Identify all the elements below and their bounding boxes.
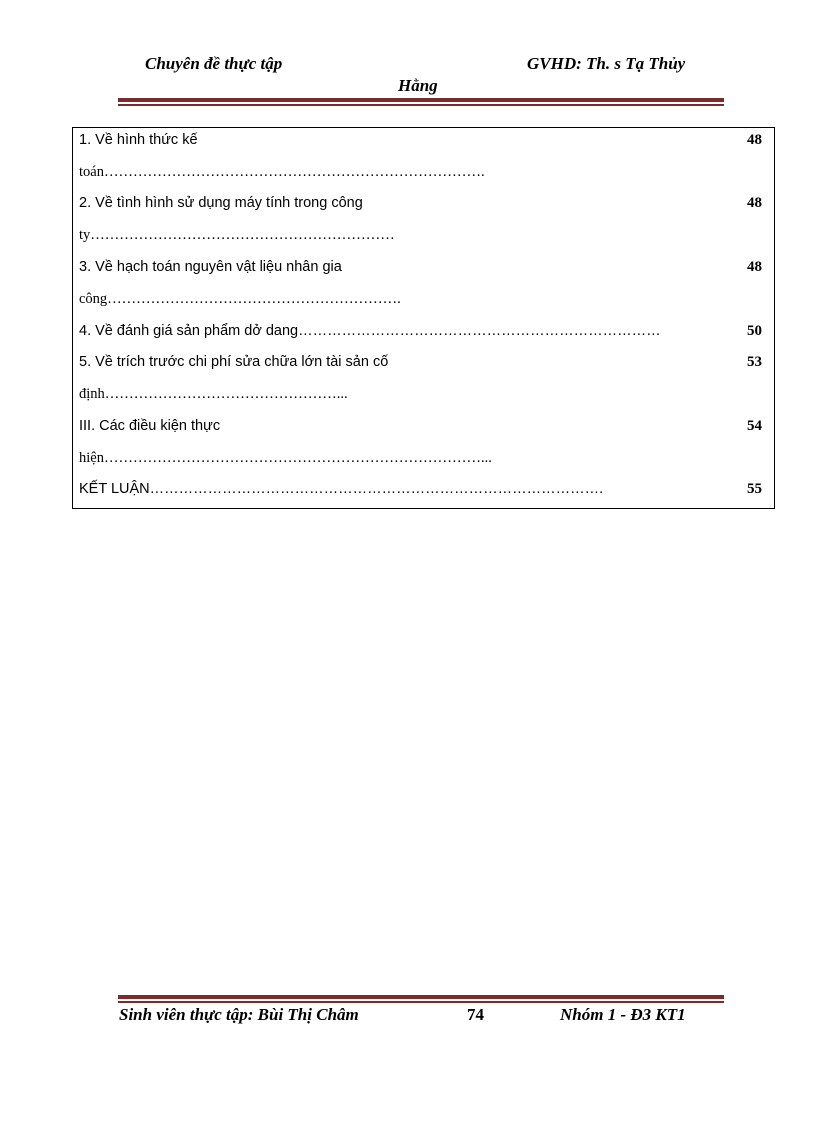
toc-page-3: 48 <box>747 259 762 275</box>
toc-entry-5: 5. Về trích trước chi phí sửa chữa lớn tài sản cố <box>79 354 389 370</box>
header-advisor: GVHD: Th. s Tạ Thủy <box>527 54 686 73</box>
toc-entry-3-cont: công……………………………………………………. <box>79 291 401 307</box>
toc-page-7: 55 <box>747 481 762 497</box>
toc-entry-1: 1. Về hình thức kế <box>79 132 198 148</box>
footer-rule <box>118 995 724 1003</box>
toc-page-4: 50 <box>747 323 762 339</box>
toc-entry-5-cont: định…………………………………………... <box>79 386 348 402</box>
header-title: Chuyên đề thực tập <box>145 54 283 73</box>
toc-entry-4: 4. Về đánh giá sản phẩm dở dang………………………………………………………………… <box>79 323 661 339</box>
footer-group: Nhóm 1 - Đ3 KT1 <box>560 1005 686 1024</box>
toc-entry-1-cont: toán……………………………………………………………………. <box>79 164 485 180</box>
toc-page-2: 48 <box>747 195 762 211</box>
header-advisor-wrap: Hằng <box>398 76 438 95</box>
footer-student: Sinh viên thực tập: Bùi Thị Châm <box>119 1005 359 1024</box>
header-rule <box>118 98 724 106</box>
toc-page-6: 54 <box>747 418 762 434</box>
table-of-contents <box>72 127 775 509</box>
toc-entry-2: 2. Về tình hình sử dụng máy tính trong công <box>79 195 363 211</box>
toc-entry-6-cont: hiện……………………………………………………………………... <box>79 450 492 466</box>
toc-entry-3: 3. Về hạch toán nguyên vật liệu nhân gia <box>79 259 342 275</box>
toc-entry-7: KẾT LUẬN…………………………………………………………………………………. <box>79 481 604 497</box>
footer-page-number: 74 <box>467 1005 484 1024</box>
toc-page-1: 48 <box>747 132 762 148</box>
toc-entry-2-cont: ty……………………………………………………… <box>79 227 395 243</box>
toc-entry-6: III. Các điều kiện thực <box>79 418 221 434</box>
toc-page-5: 53 <box>747 354 762 370</box>
